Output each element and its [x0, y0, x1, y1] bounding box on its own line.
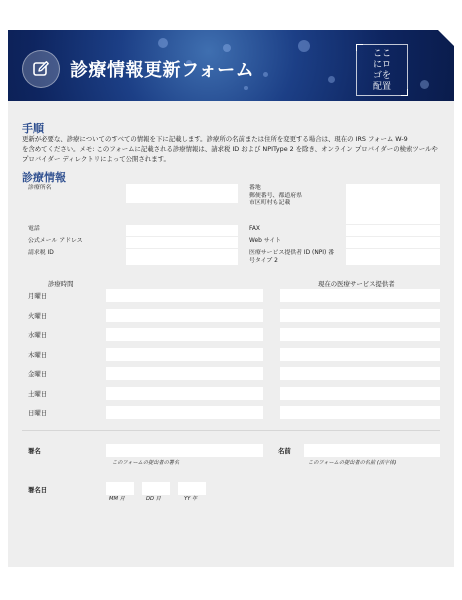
npi-field[interactable]	[346, 249, 440, 265]
address-field[interactable]	[346, 184, 440, 224]
weekday-label: 火曜日	[28, 311, 48, 320]
signature-label: 署名	[28, 447, 41, 455]
year-note: YY 年	[184, 496, 198, 502]
hours-field[interactable]	[106, 289, 263, 302]
hours-field[interactable]	[106, 406, 263, 419]
provider-field[interactable]	[280, 367, 440, 380]
practice-name-field[interactable]	[126, 184, 238, 203]
hours-field[interactable]	[106, 387, 263, 400]
npi-label: 医療サービス提供者 ID (NPI) 番 号タイプ 2	[249, 250, 335, 264]
website-field[interactable]	[346, 237, 440, 248]
website-label: Web サイト	[249, 238, 281, 244]
printed-name-note: このフォームの提出者の名前 (活字体)	[308, 460, 397, 466]
hours-field[interactable]	[106, 309, 263, 322]
provider-column-header: 現在の医療サービス提供者	[318, 280, 395, 288]
fax-label: FAX	[249, 226, 260, 232]
hours-field[interactable]	[106, 367, 263, 380]
signature-note: このフォームの提出者の署名	[112, 460, 180, 466]
corner-fold	[438, 30, 454, 46]
provider-field[interactable]	[280, 406, 440, 419]
weekday-label: 金曜日	[28, 370, 48, 378]
month-field[interactable]	[106, 482, 134, 495]
email-field[interactable]	[126, 237, 238, 248]
instructions-text: 更新が必要な、診療についてのすべての情報を下に記載します。診療所の名前または住所を変更する場合は、現在の IRS フォーム W-9 を含めてください。メモ: このフォームに記載される診療情報は、請求税 ID および NPIType 2 を除き、オンライン プロバイダーの検索ツールや プロバイダー ディレクトリによって公開されます。	[22, 135, 438, 163]
email-label: 公式メール アドレス	[28, 238, 83, 244]
provider-field[interactable]	[280, 348, 440, 361]
edit-form-icon	[22, 50, 60, 88]
weekday-label: 土曜日	[28, 389, 48, 398]
day-note: DD 日	[146, 496, 161, 502]
tax-id-label: 請求税 ID	[28, 250, 54, 256]
header-banner	[8, 30, 454, 101]
day-field[interactable]	[142, 482, 170, 495]
provider-field[interactable]	[280, 328, 440, 341]
hours-field[interactable]	[106, 348, 263, 361]
instructions-heading: 手順	[22, 122, 44, 135]
provider-field[interactable]	[280, 387, 440, 400]
signature-field[interactable]	[106, 444, 263, 457]
logo-text: ここ にロ ゴを 配置	[372, 49, 391, 92]
fax-field[interactable]	[346, 225, 440, 236]
practice-name-label: 診療所名	[28, 185, 52, 191]
provider-field[interactable]	[280, 309, 440, 322]
printed-name-field[interactable]	[304, 444, 440, 457]
practice-heading: 診療情報	[22, 171, 66, 184]
weekday-label: 水曜日	[28, 331, 48, 339]
form-title: 診療情報更新フォーム	[70, 60, 255, 81]
provider-field[interactable]	[280, 289, 440, 302]
year-field[interactable]	[178, 482, 206, 495]
hours-field[interactable]	[106, 328, 263, 341]
weekday-label: 日曜日	[28, 409, 48, 417]
form-page	[8, 30, 454, 567]
signed-date-label: 署名日	[28, 486, 48, 494]
address-label: 番地 郵便番号、都道府県 市区町村も記載	[249, 185, 303, 206]
tax-id-field[interactable]	[126, 249, 238, 265]
phone-label: 電話	[28, 226, 40, 232]
weekday-label: 木曜日	[28, 350, 48, 359]
hours-column-header: 診療時間	[48, 280, 74, 288]
phone-field[interactable]	[126, 225, 238, 236]
name-label: 名前	[278, 447, 291, 455]
month-note: MM 月	[109, 496, 125, 502]
logo-placeholder	[356, 44, 408, 96]
weekday-label: 月曜日	[28, 292, 48, 300]
divider	[22, 430, 440, 431]
